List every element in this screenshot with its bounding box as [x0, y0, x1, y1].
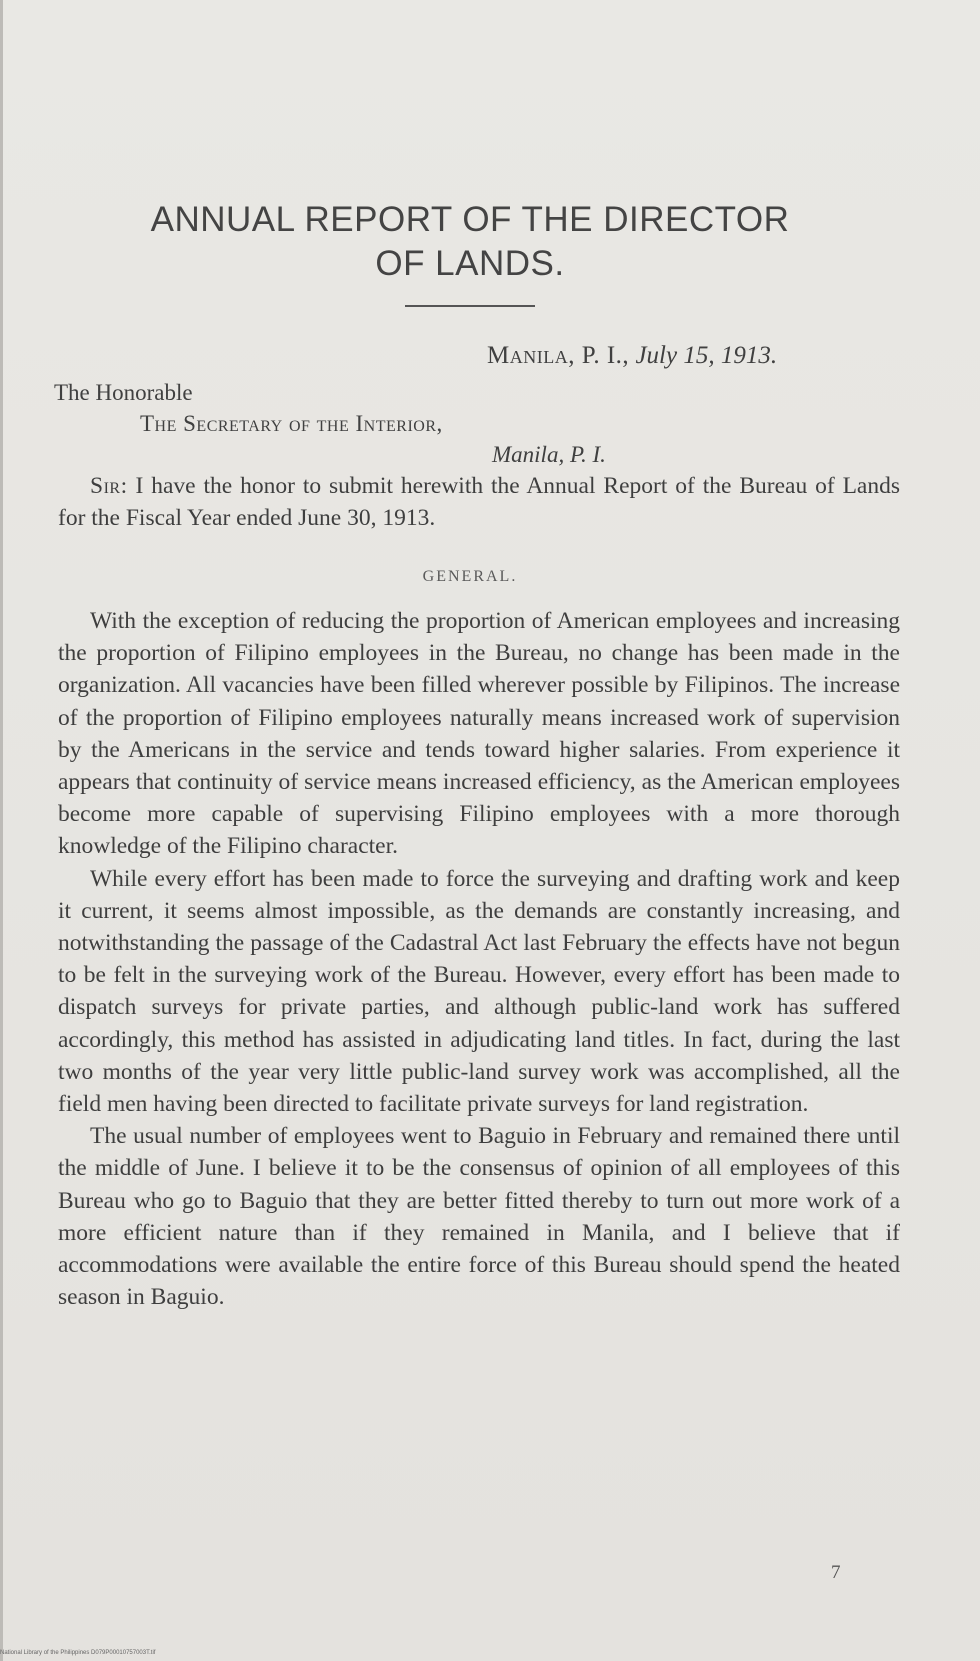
recipient: The Secretary of the Interior, — [140, 411, 443, 436]
title-line-2: OF LANDS. — [375, 244, 565, 283]
section-body — [58, 605, 900, 1313]
salutation: The Honorable — [54, 380, 193, 405]
intro-text: I have the honor to submit herewith the Annual Report of the Bureau of Lands for the Fiscal Year ended June 30, 1913. — [58, 473, 901, 532]
section-heading: GENERAL. — [422, 568, 518, 585]
dateline-place: Manila, P. I., — [487, 342, 630, 369]
paragraph: With the exception of reducing the proportion of American employees and increasing the proportion of Filipino employees in the Bureau, no change has been made in the organization. All vacancies have been filled wherever possible by Filipinos. The increase of the proportion of Filipino employees naturally means increased work of supervision by the Americans in the service and tends toward higher salaries. From experience it appears that continuity of service means increased efficiency, as the American employees become more capable of supervising Filipino employees with a more thorough knowledge of the Filipino character. — [58, 608, 900, 860]
sir-label: Sir: — [90, 473, 128, 499]
letter-intro — [58, 470, 900, 534]
scan-footer: National Library of the Philippines D079P00010757003T.tif — [0, 1650, 156, 1656]
title-line-1: ANNUAL REPORT OF THE DIRECTOR — [150, 200, 790, 239]
page-number: 7 — [831, 1562, 841, 1583]
dateline-date: July 15, 1913. — [635, 342, 778, 369]
recipient-location: Manila, P. I. — [492, 442, 606, 467]
title-divider — [405, 305, 535, 307]
dateline — [487, 342, 777, 370]
paragraph: The usual number of employees went to Baguio in February and remained there until the middle of June. I believe it to be the consensus of opinion of all employees of this Bureau who go to Baguio that they are better fitted thereby to turn out more work of a more efficient nature than if they remained in Manila, and I believe that if accommodations were available the entire force of this Bureau should spend the heated season in Baguio. — [58, 1123, 900, 1311]
report-title — [0, 198, 940, 286]
paragraph: While every effort has been made to force the surveying and drafting work and keep it current, it seems almost impossible, as the demands are constantly increasing, and notwithstanding the passage of the Cadastral Act last February the effects have not begun to be felt in the surveying work of the Bureau. However, every effort has been made to dispatch surveys for private parties, and although public-land work has suffered accordingly, this method has assisted in adjudicating land titles. In fact, during the last two months of the year very little public-land survey work was accomplished, all the field men having been directed to facilitate private surveys for land registration. — [58, 865, 900, 1118]
